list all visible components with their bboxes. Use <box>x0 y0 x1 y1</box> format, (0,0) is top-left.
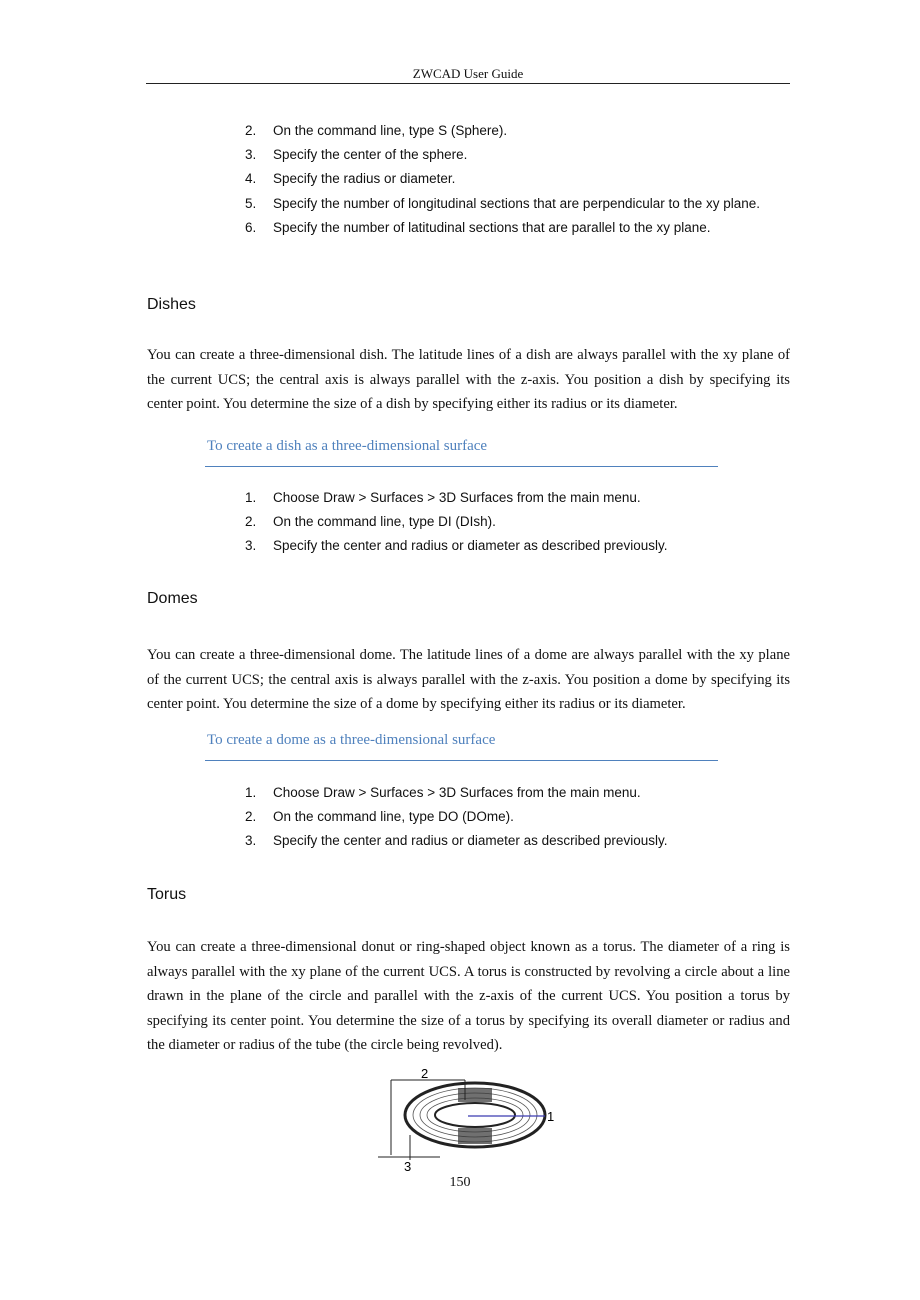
procedure-heading-dome: To create a dome as a three-dimensional surface <box>207 732 496 748</box>
step-text: Choose Draw > Surfaces > 3D Surfaces from the main menu. <box>273 785 641 800</box>
section-heading-torus: Torus <box>147 886 187 903</box>
list-item <box>245 538 667 553</box>
step-text: On the command line, type DO (DOme). <box>273 809 514 824</box>
dimension-label-3: 3 <box>404 1159 412 1174</box>
list-item <box>245 809 514 824</box>
header-rule <box>146 83 790 84</box>
step-text: Choose Draw > Surfaces > 3D Surfaces from the main menu. <box>273 490 641 505</box>
domes-paragraph: You can create a three-dimensional dome. The latitude lines of a dome are always parallel with the xy plane of the current UCS; the central axis is always parallel with the z-axis. You position a dome by specifying its center point. You determine the size of a dome by specifying either its radius or its diameter. <box>147 647 790 712</box>
list-item <box>245 833 667 848</box>
step-text: On the command line, type S (Sphere). <box>273 123 508 138</box>
section-heading-dishes: Dishes <box>147 296 196 313</box>
step-number: 3. <box>245 833 257 848</box>
dishes-paragraph: You can create a three-dimensional dish. The latitude lines of a dish are always parallel with the xy plane of the current UCS; the central axis is always parallel with the z-axis. You position a dish by specifying its center point. You determine the size of a dish by specifying either its radius or its diameter. <box>147 347 790 412</box>
step-number: 4. <box>245 171 257 186</box>
step-text: Specify the center and radius or diameter as described previously. <box>273 538 668 553</box>
step-number: 6. <box>245 220 257 235</box>
list-item <box>245 785 641 800</box>
step-number: 5. <box>245 196 257 211</box>
torus-paragraph: You can create a three-dimensional donut or ring-shaped object known as a torus. The diameter of a ring is always parallel with the xy plane of the current UCS. A torus is constructed by revolving a circle about a line drawn in the plane of the circle and parallel with the z-axis of the current UCS. You position a torus by specifying its center point. You determine the size of a torus by specifying its overall diameter or radius and the diameter or radius of the tube (the circle being revolved). <box>147 939 790 1053</box>
list-item <box>245 490 641 505</box>
list-item <box>245 171 455 186</box>
step-text: Specify the radius or diameter. <box>273 171 456 186</box>
step-number: 2. <box>245 123 257 138</box>
step-number: 2. <box>245 514 257 529</box>
running-header: ZWCAD User Guide <box>412 66 524 81</box>
procedure-rule <box>205 760 718 761</box>
section-heading-domes: Domes <box>147 590 198 607</box>
dimension-label-1: 1 <box>547 1109 555 1124</box>
procedure-rule <box>205 466 718 467</box>
list-item <box>245 196 760 211</box>
dimension-label-2: 2 <box>421 1066 429 1081</box>
list-item <box>245 147 467 162</box>
step-number: 3. <box>245 147 257 162</box>
step-text: Specify the center of the sphere. <box>273 147 468 162</box>
list-item <box>245 220 711 235</box>
step-number: 2. <box>245 809 257 824</box>
torus-figure <box>370 1060 570 1175</box>
step-number: 1. <box>245 785 257 800</box>
step-text: Specify the number of longitudinal sections that are perpendicular to the xy plane. <box>273 196 761 211</box>
step-text: Specify the center and radius or diameter as described previously. <box>273 833 668 848</box>
step-number: 3. <box>245 538 257 553</box>
list-item <box>245 514 496 529</box>
step-number: 1. <box>245 490 257 505</box>
procedure-heading-dish: To create a dish as a three-dimensional surface <box>207 438 488 454</box>
step-text: On the command line, type DI (DIsh). <box>273 514 496 529</box>
torus-inner <box>435 1103 515 1127</box>
page-number: 150 <box>449 1175 471 1190</box>
list-item <box>245 123 507 138</box>
step-text: Specify the number of latitudinal sections that are parallel to the xy plane. <box>273 220 711 235</box>
